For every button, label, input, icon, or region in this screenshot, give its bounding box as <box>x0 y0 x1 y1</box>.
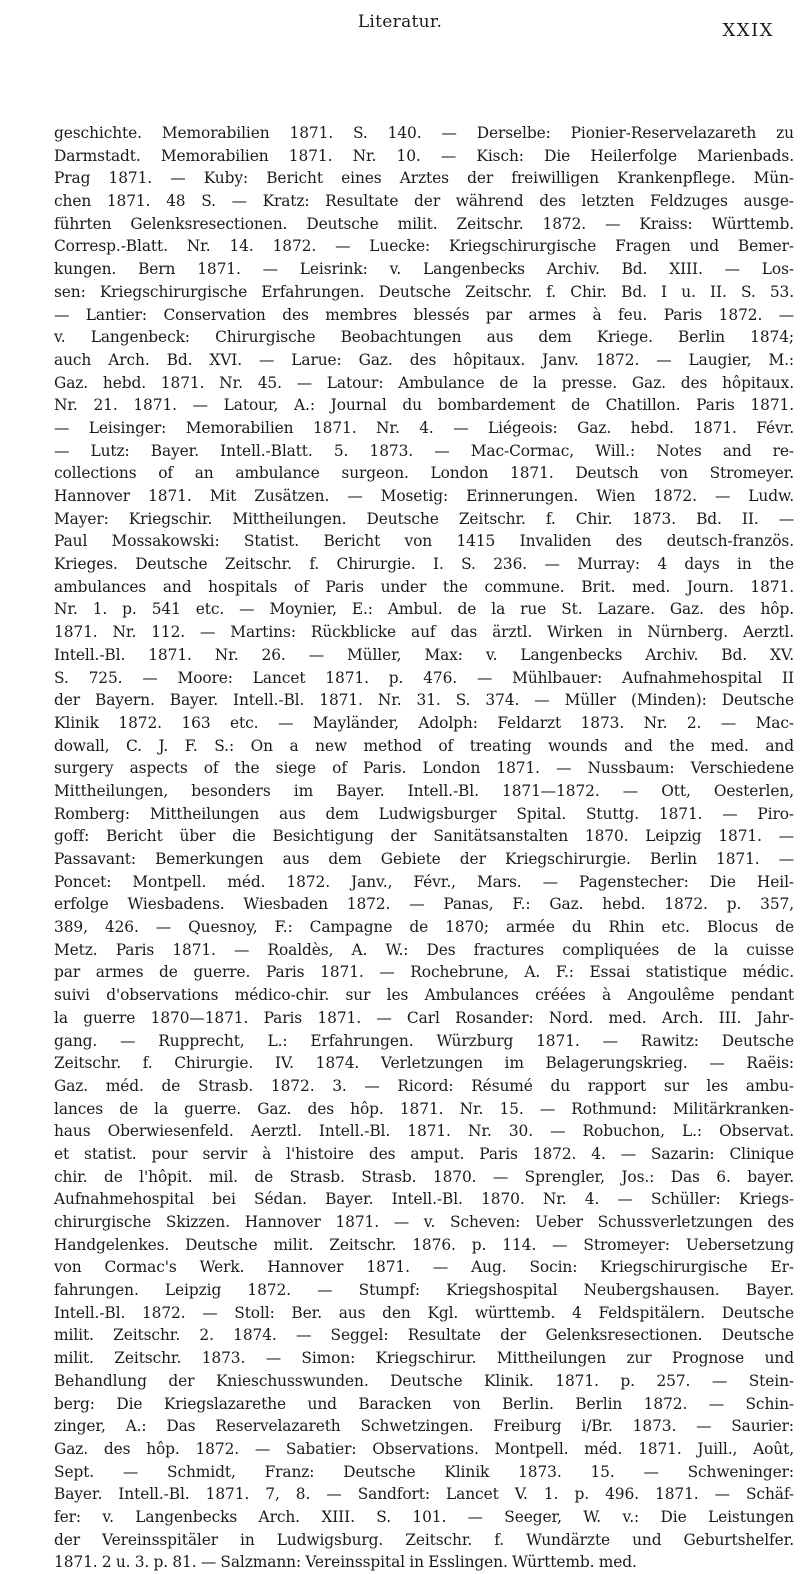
text-line: Nr. 1. p. 541 etc. — Moynier, E.: Ambul. de la rue St. Lazare. Gaz. des hôp. <box>54 600 794 619</box>
text-line: Corresp.-Blatt. Nr. 14. 1872. — Luecke: Kriegschirurgische Fragen und Bemer- <box>54 237 794 256</box>
text-line: von Cormac's Werk. Hannover 1871. — Aug. Socin: Kriegschirurgische Er- <box>54 1258 794 1277</box>
text-line: 1871. 2 u. 3. p. 81. — Salzmann: Vereinsspital in Esslingen. Württemb. med. <box>54 1553 637 1572</box>
text-line: chen 1871. 48 S. — Kratz: Resultate der während des letzten Feldzuges ausge- <box>54 192 794 211</box>
text-line: Krieges. Deutsche Zeitschr. f. Chirurgie. I. S. 236. — Murray: 4 days in the <box>54 555 794 574</box>
text-line: Hannover 1871. Mit Zusätzen. — Mosetig: Erinnerungen. Wien 1872. — Ludw. <box>54 487 794 505</box>
text-line: milit. Zeitschr. 1873. — Simon: Kriegschirur. Mittheilungen zur Prognose und <box>54 1349 794 1368</box>
text-line: geschichte. Memorabilien 1871. S. 140. — Derselbe: Pionier-Reservelazareth zu <box>54 124 794 142</box>
text-line: Bayer. Intell.-Bl. 1871. 7, 8. — Sandfort: Lancet V. 1. p. 496. 1871. — Schäf- <box>54 1485 794 1504</box>
text-line: führten Gelenksresectionen. Deutsche milit. Zeitschr. 1872. — Kraiss: Württemb. <box>54 214 794 233</box>
text-line: fahrungen. Leipzig 1872. — Stumpf: Kriegshospital Neubergshausen. Bayer. <box>54 1281 794 1300</box>
text-line: Behandlung der Knieschusswunden. Deutsche Klinik. 1871. p. 257. — Stein- <box>54 1371 794 1390</box>
text-line: Mayer: Kriegschir. Mittheilungen. Deutsche Zeitschr. f. Chir. 1873. Bd. II. — <box>54 509 794 528</box>
text-line: Sept. — Schmidt, Franz: Deutsche Klinik 1873. 15. — Schweninger: <box>54 1462 794 1481</box>
text-line: — Lantier: Conservation des membres blessés par armes à feu. Paris 1872. — <box>54 305 794 324</box>
bibliography-text <box>54 122 794 1574</box>
text-line: et statist. pour servir à l'histoire des amput. Paris 1872. 4. — Sazarin: Clinique <box>54 1144 794 1163</box>
text-line: der Bayern. Bayer. Intell.-Bl. 1871. Nr. 31. S. 374. — Müller (Minden): Deutsche <box>54 691 794 710</box>
text-line: chirurgische Skizzen. Hannover 1871. — v. Scheven: Ueber Schussverletzungen des <box>54 1213 794 1231</box>
text-line: — Lutz: Bayer. Intell.-Blatt. 5. 1873. — Mac-Cormac, Will.: Notes and re- <box>54 441 794 460</box>
text-line: S. 725. — Moore: Lancet 1871. p. 476. — Mühlbauer: Aufnahmehospital II <box>54 668 794 687</box>
text-line: Nr. 21. 1871. — Latour, A.: Journal du bombardement de Chatillon. Paris 1871. <box>54 396 794 415</box>
text-line: suivi d'observations médico-chir. sur les Ambulances créées à Angoulême pendant <box>54 986 794 1005</box>
text-line: Handgelenkes. Deutsche milit. Zeitschr. 1876. p. 114. — Stromeyer: Uebersetzung <box>54 1235 794 1254</box>
text-line: Romberg: Mittheilungen aus dem Ludwigsburger Spital. Stuttg. 1871. — Piro- <box>54 804 794 823</box>
text-line: Mittheilungen, besonders im Bayer. Intell.-Bl. 1871—1872. — Ott, Oesterlen, <box>54 781 794 800</box>
page-header <box>0 12 800 52</box>
text-line: Darmstadt. Memorabilien 1871. Nr. 10. — Kisch: Die Heilerfolge Marienbads. <box>54 146 794 165</box>
text-line: dowall, C. J. F. S.: On a new method of treating wounds and the med. and <box>54 736 794 755</box>
text-line: erfolge Wiesbadens. Wiesbaden 1872. — Panas, F.: Gaz. hebd. 1872. p. 357, <box>54 895 794 914</box>
text-line: 389, 426. — Quesnoy, F.: Campagne de 1870; armée du Rhin etc. Blocus de <box>54 918 794 937</box>
text-line: auch Arch. Bd. XVI. — Larue: Gaz. des hôpitaux. Janv. 1872. — Laugier, M.: <box>54 350 794 369</box>
text-line: Metz. Paris 1871. — Roaldès, A. W.: Des fractures compliquées de la cuisse <box>54 940 794 959</box>
text-line: Prag 1871. — Kuby: Bericht eines Arztes der freiwilligen Krankenpflege. Mün- <box>54 169 794 188</box>
text-line: surgery aspects of the siege of Paris. London 1871. — Nussbaum: Verschiedene <box>54 759 794 778</box>
text-line: fer: v. Langenbecks Arch. XIII. S. 101. — Seeger, W. v.: Die Leistungen <box>54 1507 794 1526</box>
text-line: sen: Kriegschirurgische Erfahrungen. Deutsche Zeitschr. f. Chir. Bd. I u. II. S. 53. <box>54 282 794 301</box>
text-line: Zeitschr. f. Chirurgie. IV. 1874. Verletzungen im Belagerungskrieg. — Raëis: <box>54 1054 794 1073</box>
text-line: Klinik 1872. 163 etc. — Mayländer, Adolph: Feldarzt 1873. Nr. 2. — Mac- <box>54 713 794 732</box>
text-line: haus Oberwiesenfeld. Aerztl. Intell.-Bl. 1871. Nr. 30. — Robuchon, L.: Observat. <box>54 1122 794 1141</box>
text-line: v. Langenbeck: Chirurgische Beobachtungen aus dem Kriege. Berlin 1874; <box>54 328 794 347</box>
text-line: Intell.-Bl. 1871. Nr. 26. — Müller, Max: v. Langenbecks Archiv. Bd. XV. <box>54 645 794 664</box>
text-line: zinger, A.: Das Reservelazareth Schwetzingen. Freiburg i/Br. 1873. — Saurier: <box>54 1417 794 1436</box>
text-line: Gaz. hebd. 1871. Nr. 45. — Latour: Ambulance de la presse. Gaz. des hôpitaux. <box>54 373 794 392</box>
text-line: la guerre 1870—1871. Paris 1871. — Carl Rosander: Nord. med. Arch. III. Jahr- <box>54 1008 794 1027</box>
text-line: Gaz. des hôp. 1872. — Sabatier: Observations. Montpell. méd. 1871. Juill., Août, <box>54 1439 794 1458</box>
text-line: berg: Die Kriegslazarethe und Baracken von Berlin. Berlin 1872. — Schin- <box>54 1394 794 1413</box>
page-number: XXIX <box>722 20 774 41</box>
text-line: Gaz. méd. de Strasb. 1872. 3. — Ricord: Résumé du rapport sur les ambu- <box>54 1076 794 1095</box>
text-line: kungen. Bern 1871. — Leisrink: v. Langenbecks Archiv. Bd. XIII. — Los- <box>54 260 794 279</box>
text-line: Intell.-Bl. 1872. — Stoll: Ber. aus den Kgl. württemb. 4 Feldspitälern. Deutsche <box>54 1303 794 1322</box>
text-line: collections of an ambulance surgeon. London 1871. Deutsch von Stromeyer. <box>54 464 794 483</box>
text-line: lances de la guerre. Gaz. des hôp. 1871. Nr. 15. — Rothmund: Militärkranken- <box>54 1099 794 1118</box>
text-line: gang. — Rupprecht, L.: Erfahrungen. Würzburg 1871. — Rawitz: Deutsche <box>54 1031 794 1050</box>
text-line: der Vereinsspitäler in Ludwigsburg. Zeitschr. f. Wundärzte und Geburtshelfer. <box>54 1530 794 1549</box>
text-line: ambulances and hospitals of Paris under the commune. Brit. med. Journ. 1871. <box>54 577 794 596</box>
text-line: par armes de guerre. Paris 1871. — Rochebrune, A. F.: Essai statistique médic. <box>54 963 794 982</box>
text-line: Aufnahmehospital bei Sédan. Bayer. Intell.-Bl. 1870. Nr. 4. — Schüller: Kriegs- <box>54 1190 794 1209</box>
text-line: chir. de l'hôpit. mil. de Strasb. Strasb. 1870. — Sprengler, Jos.: Das 6. bayer. <box>54 1167 794 1186</box>
text-line: goff: Bericht über die Besichtigung der Sanitätsanstalten 1870. Leipzig 1871. — <box>54 827 794 846</box>
text-line: Passavant: Bemerkungen aus dem Gebiete der Kriegschirurgie. Berlin 1871. — <box>54 850 794 868</box>
running-title: Literatur. <box>357 12 443 32</box>
text-line: 1871. Nr. 112. — Martins: Rückblicke auf das ärztl. Wirken in Nürnberg. Aerztl. <box>54 623 794 642</box>
text-line: milit. Zeitschr. 2. 1874. — Seggel: Resultate der Gelenksresectionen. Deutsche <box>54 1326 794 1345</box>
text-line: — Leisinger: Memorabilien 1871. Nr. 4. — Liégeois: Gaz. hebd. 1871. Févr. <box>54 418 794 437</box>
text-line: Paul Mossakowski: Statist. Bericht von 1415 Invaliden des deutsch-französ. <box>54 532 794 551</box>
text-line: Poncet: Montpell. méd. 1872. Janv., Févr., Mars. — Pagenstecher: Die Heil- <box>54 872 794 891</box>
